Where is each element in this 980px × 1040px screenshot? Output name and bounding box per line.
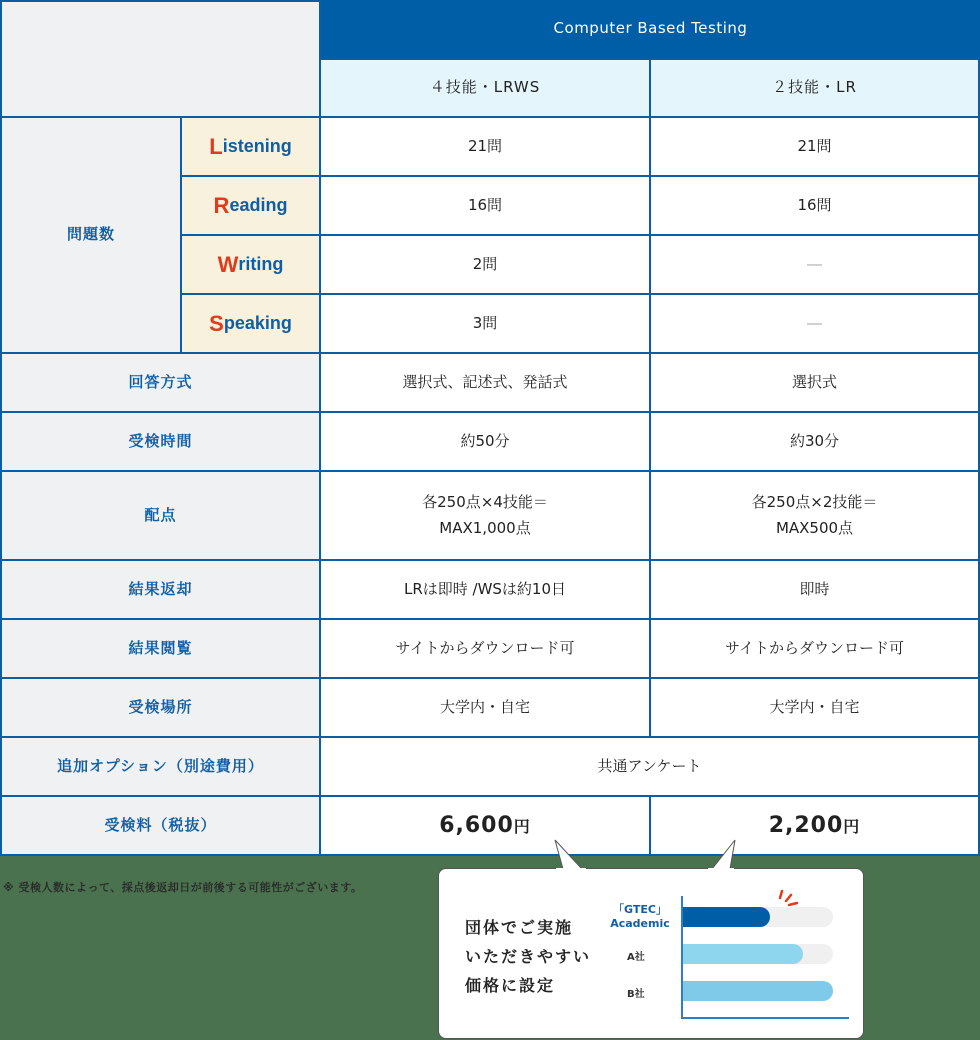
skill-rest: peaking [223, 313, 292, 334]
skill-rest: eading [229, 195, 288, 216]
options-merged: 共通アンケート [321, 738, 978, 795]
result-viewing-2skills: サイトからダウンロード可 [651, 620, 978, 677]
skill-rest: riting [238, 254, 284, 275]
answer-format-4skills: 選択式、記述式、発話式 [321, 354, 649, 411]
fee-number: 6,600 [439, 812, 514, 838]
highlight-spark-icon [777, 889, 803, 915]
skill-speaking [182, 295, 319, 352]
callout-text [465, 913, 591, 1000]
row-label-options: 追加オプション（別途費用） [2, 738, 319, 795]
test-location-4skills: 大学内・自宅 [321, 679, 649, 736]
callout-line: いただきやすい [465, 947, 592, 966]
speaking-4skills: 3問 [321, 295, 649, 352]
row-label-question-count: 問題数 [2, 118, 180, 352]
skill-initial: R [213, 192, 230, 218]
listening-4skills: 21問 [321, 118, 649, 175]
scoring-2skills [651, 472, 978, 559]
chart-label-company-b: B社 [627, 989, 645, 1000]
bar-gtec [683, 907, 770, 927]
row-label-answer-format: 回答方式 [2, 354, 319, 411]
row-label-result-viewing: 結果閲覧 [2, 620, 319, 677]
footnote: ※ 受検人数によって、採点後返却日が前後する可能性がございます。 [3, 881, 363, 894]
row-label-result-return: 結果返却 [2, 561, 319, 618]
bar-track-company-b [683, 981, 833, 1001]
column-header-2skills: ２技能・LR [651, 60, 978, 116]
result-return-4skills: LRは即時 /WSは約10日 [321, 561, 649, 618]
writing-2skills: ― [651, 236, 978, 293]
skill-reading [182, 177, 319, 234]
speaking-2skills: ― [651, 295, 978, 352]
column-header-4skills: ４技能・LRWS [321, 60, 649, 116]
result-return-2skills: 即時 [651, 561, 978, 618]
group-header-cbt: Computer Based Testing [321, 0, 980, 58]
fee-amount [439, 807, 531, 844]
reading-4skills: 16問 [321, 177, 649, 234]
test-location-2skills: 大学内・自宅 [651, 679, 978, 736]
test-time-2skills: 約30分 [651, 413, 978, 470]
bar-company-a [683, 944, 803, 964]
bar-company-b [683, 981, 833, 1001]
callout-line: 団体でご実施 [465, 918, 574, 937]
skill-rest: istening [222, 136, 292, 157]
callout-pointers [540, 836, 750, 872]
skill-initial: W [217, 251, 239, 277]
row-label-test-time: 受検時間 [2, 413, 319, 470]
currency-unit: 円 [513, 816, 531, 836]
row-label-test-location: 受検場所 [2, 679, 319, 736]
answer-format-2skills: 選択式 [651, 354, 978, 411]
bar-track-company-a [683, 944, 833, 964]
fee-number: 2,200 [768, 812, 844, 838]
row-label-fee: 受検料（税抜） [2, 797, 319, 854]
scoring-4skills [321, 472, 649, 559]
chart-y-axis [681, 896, 683, 1019]
chart-x-axis [681, 1017, 849, 1019]
reading-2skills: 16問 [651, 177, 978, 234]
result-viewing-4skills: サイトからダウンロード可 [321, 620, 649, 677]
skill-initial: L [209, 133, 223, 159]
currency-unit: 円 [843, 816, 861, 836]
test-time-4skills: 約50分 [321, 413, 649, 470]
chart-label-gtec: 「GTEC」Academic [610, 903, 670, 930]
row-label-scoring: 配点 [2, 472, 319, 559]
bar-track-gtec [683, 907, 833, 927]
listening-2skills: 21問 [651, 118, 978, 175]
writing-4skills: 2問 [321, 236, 649, 293]
skill-initial: S [209, 310, 224, 336]
scoring-line2: MAX500点 [775, 518, 854, 537]
chart-label-company-a: A社 [627, 952, 645, 963]
corner-blank-cell [2, 2, 319, 116]
callout-line: 価格に設定 [465, 976, 556, 995]
scoring-line2: MAX1,000点 [439, 518, 531, 537]
scoring-line1: 各250点×4技能＝ [422, 493, 548, 511]
skill-writing [182, 236, 319, 293]
skill-listening [182, 118, 319, 175]
price-callout-bubble [438, 868, 864, 1039]
scoring-line1: 各250点×2技能＝ [751, 493, 878, 511]
fee-amount [769, 807, 861, 844]
